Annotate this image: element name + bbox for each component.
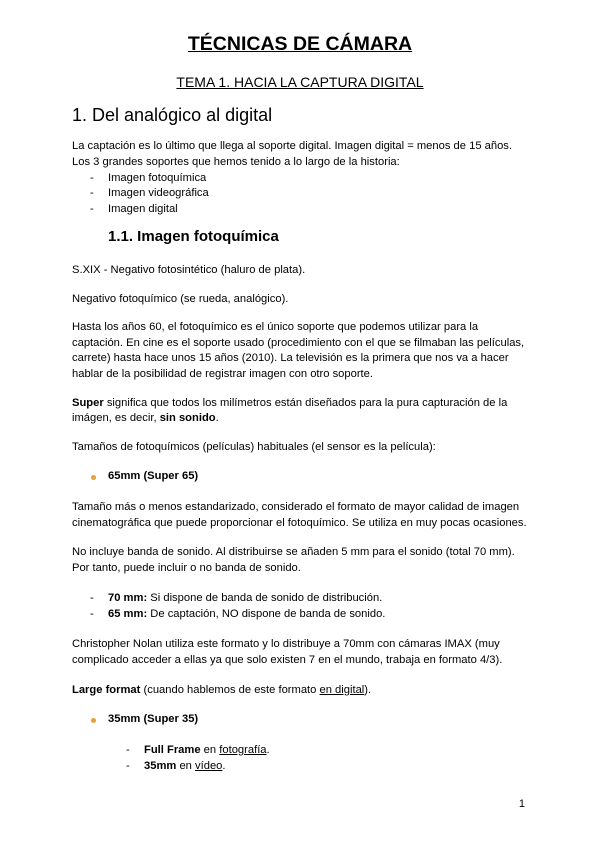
paragraph-line: cinematográfica que puede proporcionar el fotoquímico. Se utiliza en muy pocas ocasiones. <box>72 517 527 529</box>
paragraph: Los 3 grandes soportes que hemos tenido a lo largo de la historia: <box>72 156 400 168</box>
paragraph-line: Christopher Nolan utiliza este formato y lo distribuye a 70mm con cámaras IMAX (muy <box>72 638 500 650</box>
paragraph-line: imágen, es decir, sin sonido. <box>72 412 219 424</box>
subsection-heading: 1.1. Imagen fotoquímica <box>108 228 279 245</box>
document-page: TÉCNICAS DE CÁMARA TEMA 1. HACIA LA CAPTURA DIGITAL 1. Del analógico al digital La captación es lo último que llega al soporte digital. Imagen digital = menos de 15 años. Los 3 grandes soportes que hemos tenido a lo largo de la historia: - Imagen fotoquímica - Imagen videográfica - Imagen digital 1.1. Imagen fotoquímica S.XIX - Negativo fotosintético (haluro de plata). Negativo fotoquímico (se rueda, analógico). Hasta los años 60, el fotoquímico es el único soporte que podemos utilizar para la captación. En cine es el soporte usado (procedimiento con el que se filmaban las películas, carrete) hasta hace unos 15 años (2010). La televisión es la primera que nos va a hacer hablar de la posibilidad de registrar imagen con otro soporte. Super significa que todos los milímetros están diseñados para la pura capturación de la imágen, es decir, sin sonido. Tamaños de fotoquímicos (películas) habituales (el sensor es la película): 65mm (Super 65) Tamaño más o menos estandarizado, considerado el formato de mayor calidad de imagen cinematográfica que puede proporcionar el fotoquímico. Se utiliza en muy pocas ocasiones. No incluye banda de sonido. Al distribuirse se añaden 5 mm para el sonido (total 70 mm). Por tanto, puede incluir o no banda de sonido. - 70 mm: Si dispone de banda de sonido de distribución. - 65 mm: De captación, NO dispone de banda de sonido. Christopher Nolan utiliza este formato y lo distribuye a 70mm con cámaras IMAX (muy complicado acceder a ellas ya que solo existen 7 en el mundo, trabaja en formato 4/3). Large format (cuando hablemos de este formato en digital). 35mm (Super 35) - Full Frame en fotografía. - 35mm en vídeo. 1 <box>0 0 600 848</box>
bullet-dot-icon <box>91 475 96 480</box>
paragraph-line: Super significa que todos los milímetros están diseñados para la pura capturación de la <box>72 397 508 409</box>
page-number: 1 <box>518 798 525 810</box>
bullet-item: 35mm (Super 35) <box>108 713 199 725</box>
section-heading: 1. Del analógico al digital <box>72 105 273 125</box>
paragraph-line: Hasta los años 60, el fotoquímico es el único soporte que podemos utilizar para la <box>72 321 479 333</box>
paragraph-line: No incluye banda de sonido. Al distribuirse se añaden 5 mm para el sonido (total 70 mm). <box>72 546 515 558</box>
paragraph-line: hablar de la posibilidad de registrar imagen con otro soporte. <box>72 368 373 380</box>
paragraph: Tamaños de fotoquímicos (películas) habituales (el sensor es la película): <box>72 441 436 453</box>
paragraph: Large format (cuando hablemos de este formato en digital). <box>72 684 372 696</box>
paragraph-line: complicado acceder a ellas ya que solo existen 7 en el mundo, trabaja en formato 4/3). <box>72 654 503 666</box>
bullet-dot-icon <box>91 718 96 723</box>
document-subtitle: TEMA 1. HACIA LA CAPTURA DIGITAL <box>176 74 424 90</box>
bullet-item: 65mm (Super 65) <box>108 470 199 482</box>
paragraph-line: carrete) hasta hace unos 15 años (2010). La televisión es la primera que nos va a hacer <box>72 352 509 364</box>
paragraph: Negativo fotoquímico (se rueda, analógico). <box>72 293 289 305</box>
paragraph-line: captación. En cine es el soporte usado (procedimiento con el que se filmaban las películas, <box>72 337 525 349</box>
paragraph: La captación es lo último que llega al soporte digital. Imagen digital = menos de 15 años. <box>72 140 513 152</box>
paragraph-line: Tamaño más o menos estandarizado, considerado el formato de mayor calidad de imagen <box>72 501 520 513</box>
document-title: TÉCNICAS DE CÁMARA <box>187 33 413 55</box>
link-en-digital[interactable]: en digital <box>319 684 365 696</box>
paragraph: S.XIX - Negativo fotosintético (haluro de plata). <box>72 264 306 276</box>
link-fotografia[interactable]: fotografía <box>219 744 267 756</box>
paragraph-line: Por tanto, puede incluir o no banda de sonido. <box>72 562 301 574</box>
link-video[interactable]: vídeo <box>195 760 223 772</box>
